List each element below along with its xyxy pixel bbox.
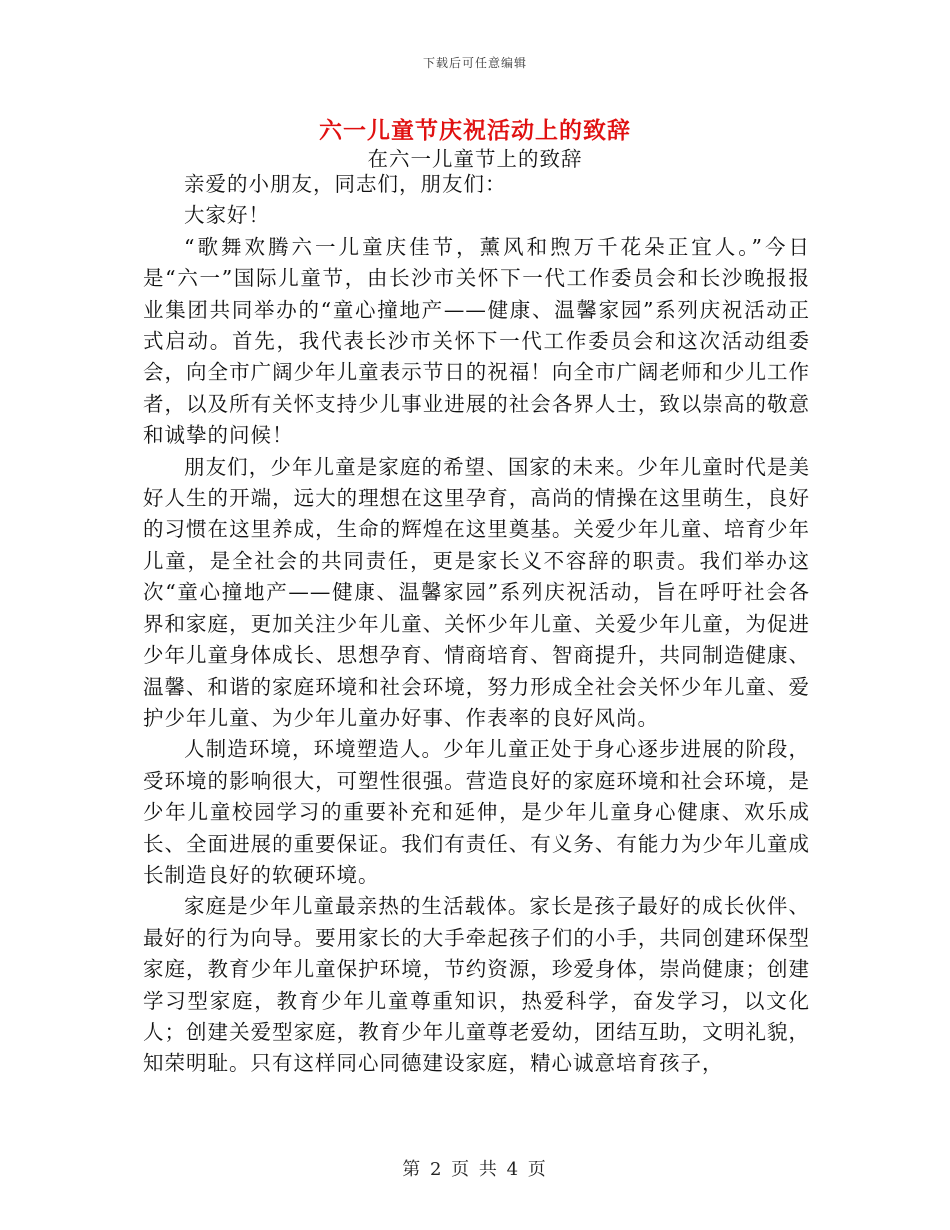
body-paragraph: 人制造环境，环境塑造人。少年儿童正处于身心逐步进展的阶段，受环境的影响很大，可塑性很强。营造良好的家庭环境和社会环境，是少年儿童校园学习的重要补充和延伸，是少年儿童身心健康、欢乐成长、全面进展的重要保证。我们有责任、有义务、有能力为少年儿童成长制造良好的软硬环境。 bbox=[143, 737, 810, 887]
document-body bbox=[143, 169, 810, 1080]
body-paragraph: “歌舞欢腾六一儿童庆佳节，薰风和煦万千花朵正宜人。”今日是“六一”国际儿童节，由长沙市关怀下一代工作委员会和长沙晚报报业集团共同举办的“童心撞地产——健康、温馨家园”系列庆祝活动正式启动。首先，我代表长沙市关怀下一代工作委员会和这次活动组委会，向全市广阔少年儿童表示节日的祝福！向全市广阔老师和少儿工作者，以及所有关怀支持少儿事业进展的社会各界人士，致以崇高的敬意和诚挚的问候！ bbox=[143, 234, 810, 448]
header-note: 下载后可任意编辑 bbox=[422, 56, 527, 70]
document-subtitle: 在六一儿童节上的致辞 bbox=[367, 147, 583, 171]
salutation-paragraph: 亲爱的小朋友，同志们，朋友们： bbox=[184, 172, 507, 196]
body-paragraph: 朋友们，少年儿童是家庭的希望、国家的未来。少年儿童时代是美好人生的开端，远大的理想在这里孕育，高尚的情操在这里萌生，良好的习惯在这里养成，生命的辉煌在这里奠基。关爱少年儿童、培育少年儿童，是全社会的共同责任，更是家长义不容辞的职责。我们举办这次“童心撞地产——健康、温馨家园”系列庆祝活动，旨在呼吁社会各界和家庭，更加关注少年儿童、关怀少年儿童、关爱少年儿童，为促进少年儿童身体成长、思想孕育、情商培育、智商提升，共同制造健康、温馨、和谐的家庭环境和社会环境，努力形成全社会关怀少年儿童、爱护少年儿童、为少年儿童办好事、作表率的良好风尚。 bbox=[143, 454, 810, 730]
page-number-footer: 第 2 页 共 4 页 bbox=[402, 1159, 548, 1180]
document-title: 六一儿童节庆祝活动上的致辞 bbox=[319, 118, 631, 144]
greeting-paragraph: 大家好！ bbox=[184, 203, 270, 228]
body-paragraph: 家庭是少年儿童最亲热的生活载体。家长是孩子最好的成长伙伴、最好的行为向导。要用家长的大手牵起孩子们的小手，共同创建环保型家庭，教育少年儿童保护环境，节约资源，珍爱身体，崇尚健康；创建学习型家庭，教育少年儿童尊重知识，热爱科学，奋发学习，以文化人；创建关爱型家庭，教育少年儿童尊老爱幼，团结互助，文明礼貌，知荣明耻。只有这样同心同德建设家庭，精心诚意培育孩子， bbox=[143, 894, 810, 1076]
